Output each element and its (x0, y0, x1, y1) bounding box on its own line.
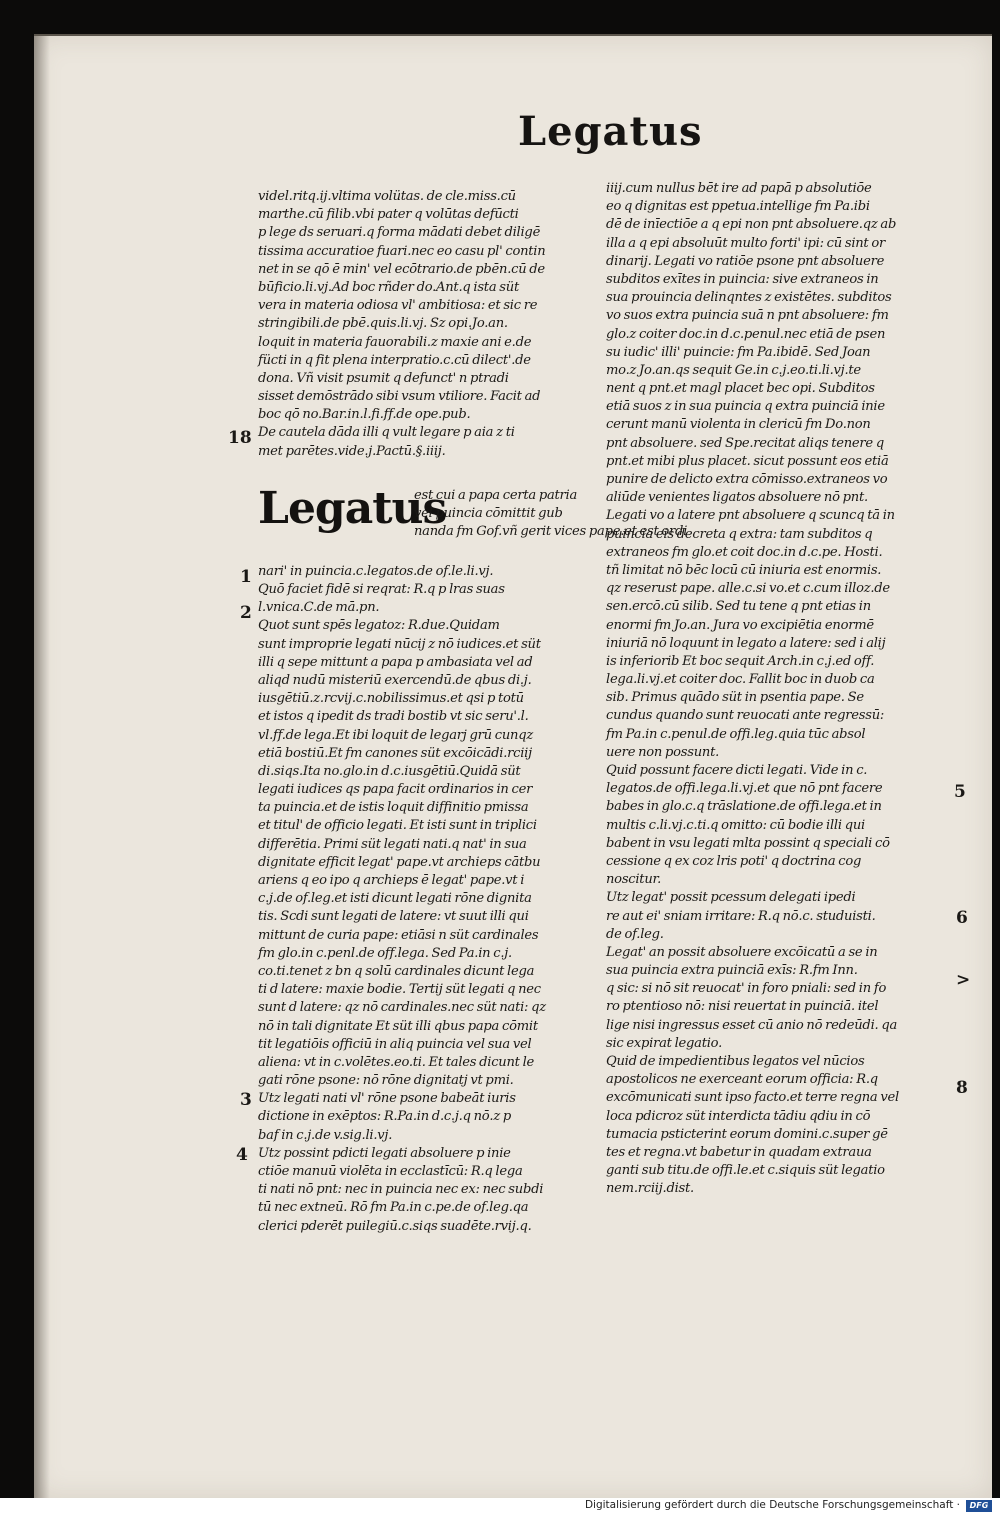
text-line: met parētes.vide.j.Pactū.§.iiij. (258, 443, 446, 459)
text-line: vera in materia odiosa vl' ambitiosa: et sic re (258, 298, 538, 314)
text-line: co.ti.tenet z bn q solū cardinales dicunt lega (258, 963, 535, 979)
text-line: clerici pderēt puilegiū.c.siqs suadēte.rvij.q. (258, 1218, 532, 1234)
margin-number-4: 4 (236, 1145, 248, 1165)
text-line: Legat' an possit absoluere excōicatū a se in (606, 944, 878, 960)
left-column-top (258, 188, 594, 481)
text-line: etiā suos z in sua puincia q extra puinciā inie (606, 399, 885, 415)
text-line: marthe.cū filib.vbi pater q volūtas defūcti (258, 207, 519, 223)
text-line: multis c.li.vj.c.ti.q omitto: cū bodie illi qui (606, 817, 865, 833)
paragraph-gap (258, 461, 594, 481)
text-line: fm glo.in c.penl.de off.lega. Sed Pa.in c.j. (258, 945, 512, 961)
margin-number-5: 5 (954, 782, 966, 802)
text-line: pnt absoluere. sed Spe.recitat aliqs tenere q (606, 435, 884, 451)
text-line: nō in tali dignitate Et süt illi qbus papa cōmit (258, 1018, 538, 1034)
text-line: est cui a papa certa patria (414, 487, 578, 503)
text-line: uere non possunt. (606, 744, 720, 760)
text-line: tis. Scdi sunt legati de latere: vt suut illi qui (258, 909, 529, 925)
text-line: boc qō no.Bar.in.l.fi.ff.de ope.pub. (258, 407, 471, 423)
text-line: net in se qō ē min' vel ecōtrario.de pbēn.cū de (258, 261, 545, 277)
text-line: vo suos extra puincia suā n pnt absoluere: fm (606, 308, 889, 324)
text-line: punire de delicto extra cōmisso.extraneos vo (606, 472, 888, 487)
text-line: cessione q ex coz lris poti' q doctrina cog (606, 853, 862, 869)
text-line: ctiōe manuū violēta in ecclastīcū: R.q lega (258, 1164, 523, 1179)
footer-credit-text: Digitalisierung gefördert durch die Deutsche Forschungsgemeinschaft · (584, 1499, 960, 1511)
margin-number-6: 6 (956, 908, 968, 928)
text-line: ta puincia.et de istis loquit diffinitio pmissa (258, 800, 529, 816)
text-line: sunt d latere: qz nō cardinales.nec süt nati: qz (258, 1000, 546, 1016)
text-line: legati iudices qs papa facit ordinarios in cer (258, 782, 533, 798)
text-line: nem.rciij.dist. (606, 1181, 694, 1197)
text-line: pnt.et mibi plus placet. sicut possunt eos etiā (606, 453, 889, 469)
text-line: nent q pnt.et magl placet bec opi. Subditos (606, 381, 875, 397)
text-line: Utz legat' possit pcessum delegati ipedi (606, 890, 856, 906)
text-line: videl.ritq.ij.vltima volütas. de cle.miss.cū (258, 189, 516, 204)
text-line: sib. Primus quādo süt in psentia pape. Se (606, 690, 864, 706)
text-line: lige nisi ingressus esset cū anio nō redeūdi. qa (606, 1017, 898, 1033)
text-line: legatos.de offi.lega.li.vj.et que nō pnt facere (606, 781, 883, 797)
text-line: baf in c.j.de v.sig.li.vj. (258, 1127, 393, 1143)
text-line: tissima accuratioe fuari.nec eo casu pl' contin (258, 243, 546, 259)
text-line: di.siqs.Ita no.glo.in d.c.iusgētiū.Quidā süt (258, 763, 521, 779)
text-line: Quid possunt facere dicti legati. Vide in c. (606, 763, 868, 778)
entry-word-legatus: Legatus (258, 482, 447, 534)
text-line: qz reserust pape. alle.c.si vo.et c.cum illoz.de (606, 581, 890, 597)
text-line: excōmunicati sunt ipso facto.et terre regna vel (606, 1090, 899, 1106)
digitization-footer (0, 1498, 1000, 1515)
entry-definition-lines (414, 487, 688, 542)
left-column-bottom (258, 563, 594, 1236)
entry-heading-block (258, 482, 688, 563)
text-line: Legati vo a latere pnt absoluere q scuncq tā in (606, 508, 895, 524)
text-line: fücti in q fit plena interpratio.c.cū dilect'.de (258, 352, 531, 368)
text-line: ariens q eo ipo q archieps ē legat' pape.vt i (258, 873, 525, 888)
text-line: illi q sepe mittunt a papa p ambasiata vel ad (258, 654, 533, 670)
text-line: sen.ercō.cū silib. Sed tu tene q pnt etias in (606, 599, 871, 615)
page-spine-shadow (34, 36, 50, 1498)
text-line: tes et regna.vt babetur in quadam extraua (606, 1144, 872, 1160)
text-line: aliqd nudū misteriū exercendū.de qbus di.j. (258, 672, 532, 688)
text-line: dē de inīectiōe a q epi non pnt absoluere.qz ab (606, 217, 897, 233)
margin-number-8: 8 (956, 1078, 968, 1098)
text-line: cundus quando sunt reuocati ante regressū: (606, 708, 885, 724)
text-line: apostolicos ne exerceant eorum officia: R.q (606, 1072, 878, 1088)
text-line: sua puincia extra puinciā exīs: R.fm Inn. (606, 963, 858, 979)
text-line: re aut ei' sniam irritare: R.q nō.c. studuisti. (606, 908, 876, 924)
right-column-lines (606, 180, 944, 1199)
text-line: dona. Vñ visit psumit q defunct' n ptradi (258, 370, 509, 386)
text-line: tumacia psticterint eorum domini.c.super gē (606, 1126, 888, 1142)
margin-number-3: 3 (240, 1090, 252, 1110)
text-line: subditos exītes in puincia: sive extraneos in (606, 271, 879, 287)
text-line: et istos q ipedit ds tradi bostib vt sic seru'.l. (258, 709, 529, 725)
text-line: vel puincia cōmittit gub (414, 506, 563, 521)
text-line: lega.li.vj.et coiter doc. Fallit boc in duob ca (606, 672, 875, 688)
text-line: ti nati nō pnt: nec in puincia nec ex: nec subdi (258, 1182, 544, 1198)
text-line: p lege ds seruari.q forma mādati debet diligē (258, 225, 541, 241)
text-line: q sic: si nō sit reuocat' in foro pniali: sed in fo (606, 981, 887, 997)
text-line: et titul' de officio legati. Et isti sunt in triplici (258, 818, 537, 834)
text-line: sunt improprie legati nūcij z nō iudices.et süt (258, 636, 541, 652)
text-line: sisset demōstrādo sibi vsum vtiliore. Facit ad (258, 389, 541, 405)
text-line: stringibili.de pbē.quis.li.vj. Sz opi.Jo.an. (258, 316, 508, 332)
text-line: loquit in materia fauorabili.z maxie ani e.de (258, 334, 532, 350)
text-line: ro ptentioso nō: nisi reuertat in puinciā. itel (606, 999, 879, 1015)
text-line: Utz legati nati vl' rōne psone babeāt iuris (258, 1091, 516, 1107)
text-line: gati rōne psone: nō rōne dignitatj vt pmi. (258, 1073, 514, 1089)
margin-number-18: 18 (228, 428, 252, 448)
right-column (606, 180, 944, 1199)
text-line: nari' in puincia.c.legatos.de of.le.li.vj. (258, 563, 494, 579)
text-line: illa a q epi absoluūt multo forti' ipi: cū sint or (606, 235, 886, 251)
text-line: l.vnica.C.de mā.pn. (258, 600, 380, 616)
text-line: is inferiorib Et boc sequit Arch.in c.j.ed off. (606, 653, 875, 669)
text-line: aliūde venientes ligatos absoluere nō pnt. (606, 490, 868, 506)
text-line: cerunt manū violenta in clericū fm Do.non (606, 417, 871, 433)
text-line: puincia eis decreta q extra: tam subditos q (606, 526, 873, 542)
text-line: mittunt de curia pape: etiāsi n süt cardinales (258, 927, 539, 943)
text-line: Quid de impedientibus legatos vel nūcios (606, 1054, 865, 1069)
text-line: iusgētiū.z.rcvij.c.nobilissimus.et qsi p totū (258, 691, 524, 707)
text-line: eo q dignitas est ppetua.intellige fm Pa.ibi (606, 199, 870, 215)
text-line: Utz possint pdicti legati absoluere p inie (258, 1145, 511, 1161)
text-line: tñ limitat nō bēc locū cū iniuria est enormis. (606, 562, 882, 578)
text-line: dignitate efficit legat' pape.vt archieps cātbu (258, 854, 541, 870)
text-line: ti d latere: maxie bodie. Tertij süt legati q nec (258, 982, 541, 998)
text-line: Quō faciet fidē si reqrat: R.q p lras suas (258, 582, 505, 597)
text-line: būficio.li.vj.Ad boc rñder do.Ant.q ista süt (258, 279, 519, 295)
text-line: differētia. Primi süt legati nati.q nat' in sua (258, 836, 527, 852)
text-line: iniuriā nō loquunt in legato a latere: sed i alij (606, 635, 886, 651)
text-line: etiā bostiū.Et fm canones süt excōicādi.rciij (258, 745, 532, 761)
text-line: mo.z Jo.an.qs sequit Ge.in c.j.eo.ti.li.vj.te (606, 362, 861, 378)
text-line: su iudic' illi' puincie: fm Pa.ibidē. Sed Joan (606, 344, 871, 360)
text-line: ganti sub titu.de offi.le.et c.siquis süt legatio (606, 1163, 885, 1179)
text-line: nanda fm Gof.vñ gerit vices pape.et est ordi (414, 524, 688, 540)
text-line: babent in vsu legati mlta possint q speciali cō (606, 835, 890, 851)
text-line: tit legatiōis officiū in aliq puincia vel sua vel (258, 1036, 532, 1052)
text-line: dinarij. Legati vo ratiōe psone pnt absoluere (606, 253, 885, 269)
text-line: De cautela dāda illi q vult legare p aia z ti (258, 425, 515, 441)
text-line: c.j.de of.leg.et isti dicunt legati rōne dignita (258, 891, 532, 907)
text-line: de of.leg. (606, 926, 664, 942)
margin-number-1: 1 (240, 567, 252, 587)
margin-number-7: > (956, 970, 971, 990)
text-line: glo.z coiter doc.in d.c.penul.nec etiā de psen (606, 326, 886, 342)
running-head: Legatus (518, 108, 703, 155)
text-line: tū nec extneū. Rō fm Pa.in c.pe.de of.leg.qa (258, 1200, 529, 1216)
text-line: sic expirat legatio. (606, 1035, 722, 1051)
text-line: vl.ff.de lega.Et ibi loquit de legarj grū cunqz (258, 727, 533, 743)
text-line: dictione in exēptos: R.Pa.in d.c.j.q nō.z p (258, 1109, 512, 1125)
text-line: enormi fm Jo.an. Jura vo excipiētia enormē (606, 617, 874, 633)
text-line: noscitur. (606, 872, 661, 888)
text-line: babes in glo.c.q trāslatione.de offi.lega.et in (606, 799, 882, 815)
text-line: sua prouincia delinqntes z existētes. subditos (606, 290, 892, 306)
text-line: fm Pa.in c.penul.de offi.leg.quia tūc absol (606, 726, 866, 742)
text-line: loca pdicroz süt interdicta tādiu qdiu in cō (606, 1108, 871, 1124)
text-line: extraneos fm glo.et coit doc.in d.c.pe. Hosti. (606, 544, 883, 560)
text-line: aliena: vt in c.volētes.eo.ti. Et tales dicunt le (258, 1054, 535, 1070)
dfg-logo: DFG (966, 1500, 992, 1512)
margin-number-2: 2 (240, 603, 252, 623)
text-line: Quot sunt spēs legatoz: R.due.Quidam (258, 618, 500, 634)
text-line: iiij.cum nullus bēt ire ad papā p absolutiōe (606, 181, 872, 196)
